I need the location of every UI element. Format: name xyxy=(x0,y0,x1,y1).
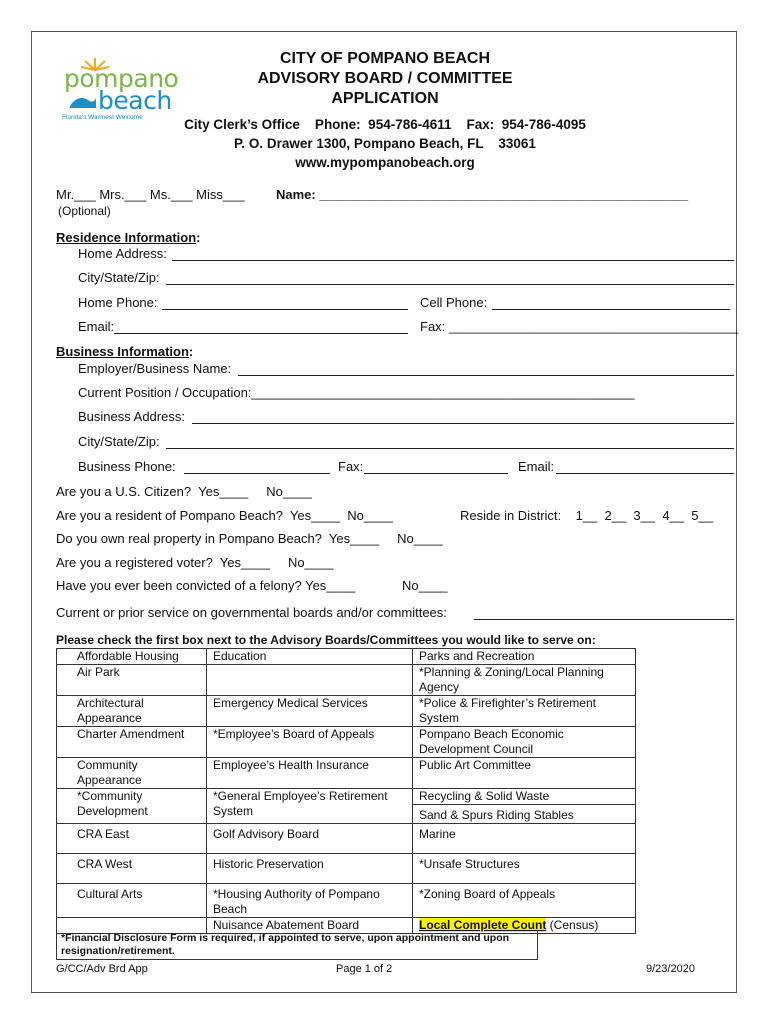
board-cell[interactable]: *Employee’s Board of Appeals xyxy=(207,727,413,758)
email-field[interactable] xyxy=(114,333,408,334)
board-cell[interactable]: CRA East xyxy=(57,824,207,854)
biz-address-label: Business Address: xyxy=(78,409,185,424)
board-cell[interactable]: *Unsafe Structures xyxy=(413,854,636,884)
board-cell[interactable]: Education xyxy=(207,649,413,665)
board-cell[interactable]: *Zoning Board of Appeals xyxy=(413,884,636,918)
website-line: www.mypompanobeach.org xyxy=(295,155,475,170)
board-cell[interactable]: *General Employee’s Retirement System xyxy=(207,789,413,824)
felony-question[interactable]: Have you ever been convicted of a felony? Yes____ xyxy=(56,578,356,593)
biz-email-field[interactable] xyxy=(556,473,734,474)
biz-phone-field[interactable] xyxy=(184,473,330,474)
board-cell[interactable]: *Planning & Zoning/Local Planning Agency xyxy=(413,665,636,696)
footer-date: 9/23/2020 xyxy=(646,963,695,975)
board-cell[interactable]: Parks and Recreation xyxy=(413,649,636,665)
business-heading-text: Business Information xyxy=(56,344,189,359)
email-label: Email: xyxy=(78,319,115,334)
boards-table xyxy=(56,648,636,934)
salutation-options[interactable]: Mr.___ Mrs.___ Ms.___ Miss___ xyxy=(56,187,245,202)
service-label: Current or prior service on governmental boards and/or committees: xyxy=(56,605,447,620)
position-field[interactable]: Current Position / Occupation:_____________________________________________________ xyxy=(78,385,635,400)
board-cell[interactable]: Public Art Committee xyxy=(413,758,636,789)
table-row xyxy=(57,649,636,665)
residence-heading-colon: : xyxy=(196,230,201,245)
table-row xyxy=(57,884,636,918)
biz-fax-label: Fax: xyxy=(338,459,364,474)
biz-phone-label: Business Phone: xyxy=(78,459,176,474)
residence-heading xyxy=(56,230,200,245)
residence-heading-text: Residence Information xyxy=(56,230,197,245)
disclosure-note: *Financial Disclosure Form is required, if appointed to serve, upon appointment and upon resignation/retirement. xyxy=(56,931,538,960)
local-count-highlight: Local Complete Count xyxy=(419,918,547,932)
biz-fax-field[interactable] xyxy=(364,473,508,474)
res-city-label: City/State/Zip: xyxy=(78,270,160,285)
table-row xyxy=(57,727,636,758)
business-heading-colon: : xyxy=(188,344,194,359)
board-cell[interactable]: Community Appearance xyxy=(57,758,207,789)
home-address-label: Home Address: xyxy=(78,246,167,261)
board-cell[interactable]: Sand & Spurs Riding Stables xyxy=(413,805,636,824)
boards-instruction: Please check the first box next to the Advisory Boards/Committees you would like to serve on: xyxy=(56,633,596,647)
business-heading xyxy=(56,344,193,359)
board-cell[interactable]: Marine xyxy=(413,824,636,854)
felony-no[interactable]: No____ xyxy=(402,578,448,593)
home-address-field[interactable] xyxy=(172,260,734,261)
board-cell[interactable]: *Housing Authority of Pompano Beach xyxy=(207,884,413,918)
employer-label: Employer/Business Name: xyxy=(78,361,232,376)
board-cell[interactable]: Air Park xyxy=(57,665,207,696)
table-row xyxy=(57,665,636,696)
res-fax-field[interactable]: Fax: ________________________________________ xyxy=(420,319,739,334)
citizen-question[interactable]: Are you a U.S. Citizen? Yes____ No____ xyxy=(56,484,312,499)
board-cell[interactable]: Recycling & Solid Waste xyxy=(413,789,636,805)
logo-pompano: pompano xyxy=(64,64,179,93)
res-city-field[interactable] xyxy=(166,284,734,285)
employer-field[interactable] xyxy=(238,375,734,376)
table-row xyxy=(57,854,636,884)
voter-question[interactable]: Are you a registered voter? Yes____ No____ xyxy=(56,555,334,570)
board-cell[interactable]: *Police & Firefighter’s Retirement System xyxy=(413,696,636,727)
biz-city-label: City/State/Zip: xyxy=(78,434,160,449)
table-row xyxy=(57,758,636,789)
title-line-2: ADVISORY BOARD / COMMITTEE xyxy=(257,70,513,87)
board-cell[interactable]: Emergency Medical Services xyxy=(207,696,413,727)
table-row xyxy=(57,789,636,805)
home-phone-label: Home Phone: xyxy=(78,295,158,310)
board-cell[interactable]: Affordable Housing xyxy=(57,649,207,665)
board-cell[interactable]: Architectural Appearance xyxy=(57,696,207,727)
city-logo xyxy=(62,56,179,126)
cell-phone-field[interactable] xyxy=(492,309,730,310)
cell-phone-label: Cell Phone: xyxy=(420,295,488,310)
board-cell[interactable]: CRA West xyxy=(57,854,207,884)
board-cell[interactable]: Historic Preservation xyxy=(207,854,413,884)
board-cell[interactable]: Cultural Arts xyxy=(57,884,207,918)
property-question[interactable]: Do you own real property in Pompano Beach? Yes____ No____ xyxy=(56,531,443,546)
board-cell[interactable] xyxy=(207,665,413,696)
district-question[interactable]: Reside in District: 1__ 2__ 3__ 4__ 5__ xyxy=(460,508,713,523)
board-cell[interactable]: *Community Development xyxy=(57,789,207,824)
resident-question[interactable]: Are you a resident of Pompano Beach? Yes____ No____ xyxy=(56,508,393,523)
logo-tagline: Florida's Warmest Welcome xyxy=(62,114,143,121)
title-line-3: APPLICATION xyxy=(331,90,439,107)
board-cell[interactable]: Nuisance Abatement Board xyxy=(207,918,413,934)
logo-beach: beach xyxy=(98,86,172,115)
biz-city-field[interactable] xyxy=(166,448,734,449)
home-phone-field[interactable] xyxy=(162,309,408,310)
wave-icon xyxy=(68,92,98,110)
optional-note: (Optional) xyxy=(58,204,111,218)
table-row xyxy=(57,696,636,727)
biz-address-field[interactable] xyxy=(192,423,734,424)
biz-email-label: Email: xyxy=(518,459,555,474)
contact-line: City Clerk’s Office Phone: 954-786-4611 Fax: 954-786-4095 xyxy=(184,117,586,132)
board-cell[interactable]: Charter Amendment xyxy=(57,727,207,758)
board-cell[interactable]: Employee’s Health Insurance xyxy=(207,758,413,789)
local-count-rest: (Census) xyxy=(546,918,599,932)
board-cell[interactable]: Pompano Beach Economic Development Council xyxy=(413,727,636,758)
title-line-1: CITY OF POMPANO BEACH xyxy=(279,50,491,67)
service-field[interactable] xyxy=(474,619,734,620)
table-row xyxy=(57,824,636,854)
address-line: P. O. Drawer 1300, Pompano Beach, FL 33061 xyxy=(234,136,536,151)
footer-left: G/CC/Adv Brd App xyxy=(56,963,148,975)
name-field[interactable]: Name: ___________________________________________________ xyxy=(276,187,689,202)
footer-page: Page 1 of 2 xyxy=(336,963,393,975)
board-cell[interactable]: Golf Advisory Board xyxy=(207,824,413,854)
